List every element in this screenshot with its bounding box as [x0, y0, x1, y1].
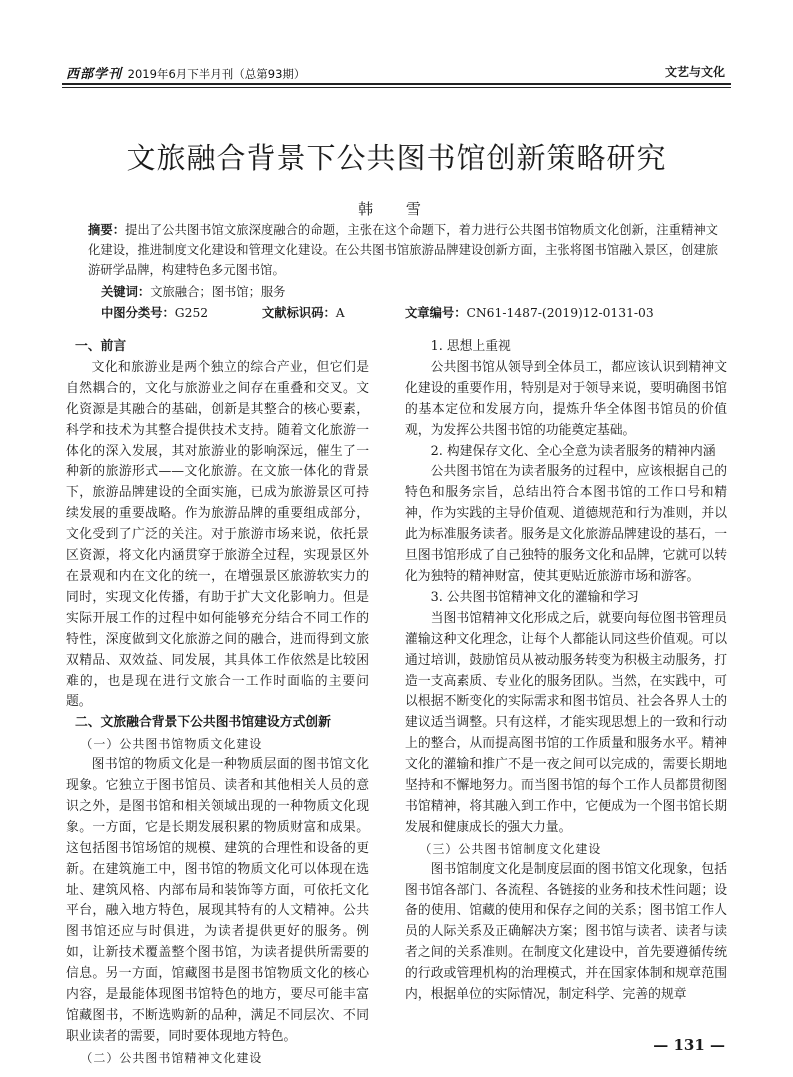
journal-logo: 西部学刊 — [66, 67, 123, 82]
article-no-label: 文章编号： — [405, 305, 467, 320]
abstract-label: 摘要： — [88, 222, 126, 237]
doc-code-value: A — [335, 306, 345, 320]
paragraph: 图书馆的物质文化是一种物质层面的图书馆文化现象。它独立于图书馆员、读者和其他相关人员的意识之外，是图书馆和相关领域出现的一种物质文化现象。一方面，它是长期发展积累的物质财富和成果。这包括图书馆场馆的规模、建筑的合理性和设备的更新。在建筑施工中，图书馆的物质文化可以体现在选址、建筑风格、内部布局和装饰等方面，可依托文化平台，融入地方特色，展现其特有的人文精神。公共图书馆还应与时俱进，为读者提供更好的服务。例如，让新技术覆盖整个图书馆，为读者提供所需要的信息。另一方面，馆藏图书是图书馆物质文化的核心内容，是最能体现图书馆特色的地方，要尽可能丰富馆藏图书，不断选购新的品种，满足不同层次、不同职业读者的需要，同时要体现地方特色。 — [66, 757, 369, 1044]
page-number: — 131 — — [653, 1036, 725, 1054]
issue-info: 2019年6月下半月刊（总第93期） — [127, 67, 306, 81]
article-author: 韩 雪 — [358, 200, 435, 218]
heading-introduction: 一、前言 — [74, 339, 127, 354]
keywords-label: 关键词： — [101, 284, 151, 299]
clc-label: 中图分类号： — [101, 305, 175, 320]
subheading-2: 2. 构建保存文化、全心全意为读者服务的精神内涵 — [430, 443, 716, 459]
subheading-1: 1. 思想上重视 — [430, 339, 511, 354]
document-code — [262, 303, 345, 321]
subheading-material-culture: （一）公共图书馆物质文化建设 — [80, 737, 263, 752]
header-rule-thin — [62, 87, 731, 88]
subheading-3: 3. 公共图书馆精神文化的灌输和学习 — [430, 589, 639, 605]
heading-section-2: 二、文旅融合背景下公共图书馆建设方式创新 — [74, 715, 331, 731]
left-column — [66, 337, 369, 1069]
header-rule-thick — [62, 83, 731, 85]
article-number — [405, 303, 654, 321]
paragraph: 公共图书馆从领导到全体员工，都应该认识到精神文化建设的重要作用，特别是对于领导来说，要明确图书馆的基本定位和发展方向，提炼升华全体图书馆员的价值观，为发挥公共图书馆的功能奠定基础。 — [405, 359, 727, 438]
subheading-system-culture: （三）公共图书馆制度文化建设 — [419, 841, 602, 856]
running-header-left — [66, 63, 305, 82]
clc-value: G252 — [174, 306, 209, 320]
paragraph: 文化和旅游业是两个独立的综合产业，但它们是自然耦合的，文化与旅游业之间存在重叠和交叉。文化资源是其融合的基础，创新是其整合的核心要素，科学和技术为其整合提供技术支持。随着文化旅游一体化的深入发展，其对旅游业的影响深远，催生了一种新的旅游形式——文化旅游。在文旅一体化的背景下，旅游品牌建设的全面实施，已成为旅游景区可持续发展的重要战略。作为旅游品牌的重要组成部分，文化受到了广泛的关注。对于旅游市场来说，依托景区资源，将文化内涵贯穿于旅游全过程，实现景区外在景观和内在文化的统一，在增强景区旅游软实力的同时，实现文化传播，有助于扩大文化影响力。但是实际开展工作的过程中如何能够充分结合不同工作的特性，深度做到文化旅游之间的融合，进而得到文旅双精品、双效益、同发展，其具体工作依然是比较困难的，也是现在进行文旅合一工作时面临的主要问题。 — [66, 359, 369, 710]
paragraph: 当图书馆精神文化形成之后，就要向每位图书管理员灌输这种文化理念，让每个人都能认同这些价值观。可以通过培训，鼓励馆员从被动服务转变为积极主动服务，打造一支高素质、专业化的服务团队。当然，在实践中，可以根据不断变化的实际需求和图书馆员、社会各界人士的建议适当调整。只有这样，才能实现思想上的一致和行动上的整合，从而提高图书馆的工作质量和服务水平。精神文化的灌输和推广不是一夜之间可以完成的，需要长期地坚持和不懈地努力。而当图书馆的每个工作人员都贯彻图书馆精神，将其融入到工作中，它便成为一个图书馆长期发展和健康成长的强大力量。 — [405, 610, 727, 835]
keywords — [101, 282, 285, 300]
paragraph: 公共图书馆在为读者服务的过程中，应该根据自己的特色和服务宗旨，总结出符合本图书馆的工作口号和精神，作为实践的主导价值观、道德规范和行为准则，并以此为标准服务读者。服务是文化旅游品牌建设的基石，一旦图书馆形成了自己独特的服务文化和品牌，它就可以转化为独特的精神财富，使其更贴近旅游市场和游客。 — [405, 464, 727, 584]
article-no-value: CN61-1487-(2019)12-0131-03 — [466, 306, 654, 320]
section-label: 文艺与文化 — [664, 65, 725, 79]
abstract — [88, 220, 718, 280]
article-title: 文旅融合背景下公共图书馆创新策略研究 — [126, 141, 667, 175]
paragraph: 图书馆制度文化是制度层面的图书馆文化现象，包括图书馆各部门、各流程、各链接的业务和技术性问题；设备的使用、馆藏的使用和保存之间的关系；图书馆工作人员的人际关系及正确解决方案；图书馆与读者、读者与读者之间的关系准则。在制度文化建设中，首先要遵循传统的行政或管理机构的治理模式，并在国家体制和规章范围内，根据单位的实际情况，制定科学、完善的规章 — [405, 861, 727, 1003]
clc-number — [101, 303, 208, 321]
right-column — [405, 337, 727, 1006]
abstract-text: 提出了公共图书馆文旅深度融合的命题，主张在这个命题下，着力进行公共图书馆物质文化创新，注重精神文化建设，推进制度文化建设和管理文化建设。在公共图书馆旅游品牌建设创新方面，主张将图书馆融入景区，创建旅游研学品牌，构建特色多元图书馆。 — [88, 223, 718, 277]
doc-code-label: 文献标识码： — [262, 305, 336, 320]
subheading-spiritual-culture: （二）公共图书馆精神文化建设 — [80, 1050, 263, 1065]
keywords-text: 文旅融合；图书馆；服务 — [150, 285, 286, 299]
